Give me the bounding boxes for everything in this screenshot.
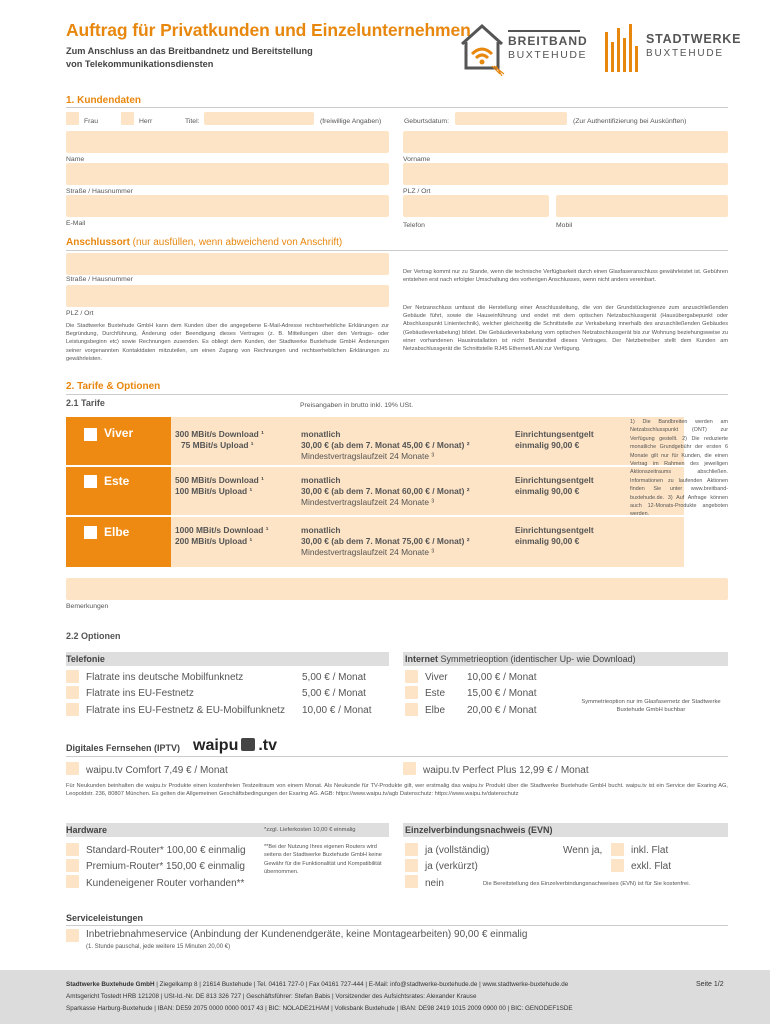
waipu-logo [193, 737, 277, 757]
tarif-einrichtung: Einrichtungsentgelt [515, 475, 594, 485]
tv-screen-icon [241, 738, 255, 751]
tarif-monatlich: monatlich [301, 429, 341, 439]
breitband-logo-text-1: BREITBAND [508, 34, 588, 48]
divider [66, 107, 728, 108]
footer-company: Stadtwerke Buxtehude GmbH [66, 981, 155, 988]
label-email: E-Mail [66, 220, 86, 227]
breitband-logo [458, 20, 588, 80]
waipu-logo-text: waipu [193, 737, 239, 754]
internet-title-rest: Symmetrieoption (identischer Up- wie Download) [438, 654, 636, 664]
tarif-row-este[interactable] [66, 467, 171, 515]
stadtwerke-logo-text-2: BUXTEHUDE [646, 48, 724, 59]
evn-inkl-flat: inkl. Flat [631, 845, 669, 856]
checkbox-waipu-comfort[interactable] [66, 762, 79, 775]
section-kundendaten-heading: 1. Kundendaten [66, 95, 142, 106]
tarif-name-label: Este [104, 474, 130, 488]
tarif-name-label: Elbe [104, 525, 130, 539]
tarif-row-elbe[interactable] [66, 517, 171, 567]
label-anschluss-plz: PLZ / Ort [66, 310, 94, 317]
page-title: Auftrag für Privatkunden und Einzelunternehmen [66, 20, 471, 40]
vertrag-notice-text: Der Vertrag kommt nur zu Stande, wenn die technische Verfügbarkeit durch einen Glasfaseranschluss gewährleistet ist. Gebühren entstehen erst nach erfolgter Umschaltung des vorherigen Anschlusses, wenn nicht anders vereinbart. [403, 269, 728, 284]
internet-title-bold: Internet [405, 654, 439, 664]
evn-exkl-flat: exkl. Flat [631, 861, 672, 872]
bemerkungen-field[interactable] [66, 578, 728, 600]
tarif-details-este [171, 467, 684, 515]
telefonie-box [66, 652, 389, 722]
footer-line-1 [66, 981, 568, 988]
stadtwerke-logo [604, 24, 742, 76]
divider [66, 756, 728, 757]
geburtsdatum-field[interactable] [455, 112, 567, 125]
hardware-option-label: Premium-Router* 150,00 € einmalig [86, 861, 245, 872]
geburtsdatum-hint: (Zur Authentifizierung bei Auskünften) [573, 118, 687, 125]
stadtwerke-logo-text-1: STADTWERKE [646, 32, 742, 46]
breitband-logo-text-2: BUXTEHUDE [508, 49, 588, 61]
internet-option-price: 15,00 € / Monat [467, 688, 537, 699]
service-option-label: Inbetriebnahmeservice (Anbindung der Kundenendgeräte, keine Montagearbeiten) 90,00 € einmalig [86, 929, 528, 940]
tarif-download: 500 MBit/s Download ¹ [175, 475, 264, 485]
hardware-box [66, 823, 389, 899]
checkbox-frau[interactable] [66, 112, 79, 125]
checkbox-flat-mobil[interactable] [66, 670, 79, 683]
tarif-upload: 75 MBit/s Upload ¹ [181, 440, 254, 450]
anschlussort-heading-bold: Anschlussort [66, 237, 130, 248]
tarif-download: 1000 MBit/s Download ¹ [175, 525, 269, 535]
telefon-field[interactable] [403, 195, 549, 217]
checkbox-inbetriebnahme[interactable] [66, 929, 79, 942]
checkbox-evn-nein[interactable] [405, 875, 418, 888]
waipu-perfect-label: waipu.tv Perfect Plus 12,99 € / Monat [423, 765, 589, 776]
label-vorname: Vorname [403, 156, 431, 163]
internet-option-label: Elbe [425, 705, 446, 716]
strasse-field[interactable] [66, 163, 389, 185]
tarif-preis: 30,00 € (ab dem 7. Monat 75,00 € / Monat) ² [301, 536, 470, 546]
anschluss-strasse-field[interactable] [66, 253, 389, 275]
footer-line-3: Sparkasse Harburg-Buxtehude | IBAN: DE59 2075 0000 0000 0017 43 | BIC: NOLADE21HAM | Volksbank Buxtehude | IBAN: DE98 2419 1015 2009 0900 00 | BIC: GENODEF1SDE [66, 1005, 573, 1012]
checkbox-herr[interactable] [121, 112, 134, 125]
checkbox-viver[interactable] [84, 428, 97, 441]
stadtwerke-bars-icon [604, 24, 642, 72]
checkbox-elbe[interactable] [84, 526, 97, 539]
divider [66, 250, 728, 251]
tarif-laufzeit: Mindestvertragslaufzeit 24 Monate ³ [301, 547, 435, 557]
tarif-monatlich: monatlich [301, 525, 341, 535]
waipu-info-text: Für Neukunden beinhalten die waipu.tv Produkte einen kostenfreien Testzeitraum von einem Monat. Als Neukunde für TV-Produkte gilt, wer erstmalig das waipu.tv Produkt über die Stadtwerke Buxtehude GmbH bucht. waipu.tv ist ein Service der Exaring AG, Leopoldstr. 236, 80807 München. Es gelten die Allgemeinen Geschäftsbedingungen der Exaring AG. AGB: https://www.waipu.tv/agb Datenschutz: https://www.waipu.tv/datenschutz [66, 783, 728, 798]
email-field[interactable] [66, 195, 389, 217]
checkbox-premium-router[interactable] [66, 859, 79, 872]
label-geburtsdatum: Geburtsdatum: [404, 118, 449, 125]
checkbox-este[interactable] [84, 475, 97, 488]
checkbox-flat-eu-festnetz[interactable] [66, 686, 79, 699]
tarif-laufzeit: Mindestvertragslaufzeit 24 Monate ³ [301, 451, 435, 461]
symmetrie-note: Symmetrieoption nur im Glasfasernetz der Stadtwerke Buxtehude GmbH buchbar [581, 699, 721, 713]
hardware-option-label: Standard-Router* 100,00 € einmalig [86, 845, 246, 856]
tarif-einrichtung-preis: einmalig 90,00 € [515, 486, 580, 496]
evn-option-label: ja (vollständig) [425, 845, 490, 856]
tarif-laufzeit: Mindestvertragslaufzeit 24 Monate ³ [301, 497, 435, 507]
anschluss-plz-field[interactable] [66, 285, 389, 307]
checkbox-flat-eu-mobil[interactable] [66, 703, 79, 716]
tarif-monatlich: monatlich [301, 475, 341, 485]
label-herr: Herr [139, 118, 153, 125]
tarife-subheading: 2.1 Tarife [66, 398, 105, 408]
internet-option-price: 20,00 € / Monat [467, 705, 537, 716]
evn-option-label: nein [425, 878, 444, 889]
checkbox-waipu-perfect[interactable] [403, 762, 416, 775]
evn-option-label: ja (verkürzt) [425, 861, 478, 872]
evn-note: Die Bereitstellung des Einzelverbindungsnachweises (EVN) ist für Sie kostenfrei. [483, 881, 691, 887]
label-mobil: Mobil [556, 222, 573, 229]
footer-address: | Ziegelkamp 8 | 21614 Buxtehude | Tel. 04161 727-0 | Fax 04161 727-444 | E-Mail: info@stadtwerke-buxtehude.de | www.stadtwerke-buxtehude.de [154, 981, 569, 988]
tarif-einrichtung-preis: einmalig 90,00 € [515, 536, 580, 546]
telefonie-option-label: Flatrate ins EU-Festnetz & EU-Mobilfunknetz [86, 705, 285, 716]
footer [0, 970, 770, 1024]
tarif-row-viver[interactable] [66, 417, 171, 465]
waipu-comfort-label: waipu.tv Comfort 7,49 € / Monat [86, 765, 228, 776]
titel-hint: (freiwillige Angaben) [320, 118, 382, 125]
checkbox-evn-vollstaendig[interactable] [405, 843, 418, 856]
telefonie-option-label: Flatrate ins EU-Festnetz [86, 688, 194, 699]
checkbox-evn-inkl-flat[interactable] [611, 843, 624, 856]
section-tarife-heading: 2. Tarife & Optionen [66, 381, 161, 392]
label-bemerkungen: Bemerkungen [66, 603, 109, 610]
page-subtitle-2: von Telekommunikationsdiensten [66, 59, 214, 69]
checkbox-standard-router[interactable] [66, 843, 79, 856]
plz-ort-field[interactable] [403, 163, 728, 185]
divider [66, 394, 728, 395]
label-frau: Frau [84, 118, 98, 125]
mobil-field[interactable] [556, 195, 728, 217]
page-subtitle-1: Zum Anschluss an das Breitbandnetz und Bereitstellung [66, 46, 313, 56]
checkbox-evn-exkl-flat[interactable] [611, 859, 624, 872]
internet-option-label: Este [425, 688, 446, 699]
tarif-footnotes: 1) Die Bandbreiten werden am Netzabschlusspunkt (ONT) zur Verfügung gestellt. 2) Die reduzierte monatliche Grundgebühr der ersten 6 Monate gilt nur für Kunden, die einen Vertrag im Rahmen des jeweiligen Aktionszeitraums abschließen. Informationen zu laufenden Aktionen finden Sie unter www.breitband-buxtehude.de. 3) Auf Anfrage können auch 12-Monats-Produkte angeboten werden. [630, 419, 728, 518]
label-telefon: Telefon [403, 222, 425, 229]
divider [66, 925, 728, 926]
tv-title: Digitales Fernsehen (IPTV) [66, 743, 181, 753]
checkbox-evn-verkuerzt[interactable] [405, 859, 418, 872]
evn-title: Einzelverbindungsnachweis (EVN) [405, 825, 553, 835]
evn-box [403, 823, 728, 899]
label-titel: Titel: [185, 118, 200, 125]
email-notice-text: Die Stadtwerke Buxtehude GmbH kann dem Kunden über die angegebene E-Mail-Adresse rechtserhebliche Erklärungen zur Begründung, Durchführung, Änderung oder Beendigung dieses Vertrages (z. B. Mitteilungen über den Vertrags- oder Leistungsbeginn etc) sowie Rechnungen zusenden. Es obliegt dem Kunden, der Stadtwerke Buxtehude GmbH Änderungen seiner vorgenannten Kontaktdaten mitzuteilen, um einen Zugang von Rechnungen und rechtserheblichen Erklärungen zu gewährleisten. [66, 323, 389, 362]
internet-option-label: Viver [425, 672, 448, 683]
hardware-note-1: *zzgl. Lieferkosten 10,00 € einmalig [264, 827, 356, 833]
tarif-details-viver [171, 417, 684, 465]
optionen-heading: 2.2 Optionen [66, 631, 121, 641]
tarif-upload: 100 MBit/s Upload ¹ [175, 486, 253, 496]
telefonie-option-price: 10,00 € / Monat [302, 705, 372, 716]
titel-field[interactable] [204, 112, 314, 125]
checkbox-symm-este[interactable] [405, 686, 418, 699]
telefonie-option-label: Flatrate ins deutsche Mobilfunknetz [86, 672, 244, 683]
internet-option-price: 10,00 € / Monat [467, 672, 537, 683]
label-strasse: Straße / Hausnummer [66, 188, 133, 195]
tarif-upload: 200 MBit/s Upload ¹ [175, 536, 253, 546]
checkbox-symm-viver[interactable] [405, 670, 418, 683]
section-anschlussort-heading [66, 237, 342, 248]
hardware-option-label: Kundeneigener Router vorhanden** [86, 878, 245, 889]
tarif-details-elbe [171, 517, 684, 567]
telefonie-option-price: 5,00 € / Monat [302, 672, 366, 683]
label-name: Name [66, 156, 85, 163]
house-wifi-icon [458, 20, 506, 76]
internet-box [403, 652, 728, 722]
tarif-einrichtung-preis: einmalig 90,00 € [515, 440, 580, 450]
netzanschluss-notice-text: Der Netzanschluss umfasst die Herstellung einer Anschlussleitung, die von der Grundstücksgrenze zum anzuschließenden Gebäude führt, sowie die Hauseinführung und endet mit dem optischen Netzabschlussgerät (Hausübergabepunkt oder Abschlusspunkt Linientechnik), welcher gleichzeitig die Schnittstelle zur Verkabelung innerhalb des anzuschließenden Gebäudes (Gebäudeverkabelung) bildet. Die Gebäudeverkabelung vom optischen Netzabschlussgerät bis zur Wohnung beziehungsweise zu einer vorhandenen Hausinstallation ist nicht Bestandteil dieses Vertrages. Der Netzbetreiber stellt dem Kunden am Netzabschlussgerät die Schnittstelle RJ45 Ethernet/LAN zur Verfügung. [403, 305, 728, 353]
internet-title [405, 654, 636, 664]
tarif-einrichtung: Einrichtungsentgelt [515, 525, 594, 535]
service-title: Serviceleistungen [66, 913, 144, 923]
preis-hint: Preisangaben in brutto inkl. 19% USt. [300, 402, 413, 409]
tarif-preis: 30,00 € (ab dem 7. Monat 45,00 € / Monat) ² [301, 440, 470, 450]
tarif-name-label: Viver [104, 426, 134, 440]
page-number: Seite 1/2 [696, 981, 724, 988]
tarif-download: 300 MBit/s Download ¹ [175, 429, 264, 439]
waipu-logo-tld: .tv [258, 737, 278, 754]
service-note: (1. Stunde pauschal, jede weitere 15 Minuten 20,00 €) [86, 944, 231, 950]
telefonie-option-price: 5,00 € / Monat [302, 688, 366, 699]
tarif-einrichtung: Einrichtungsentgelt [515, 429, 594, 439]
evn-wenn-ja: Wenn ja, [563, 845, 603, 856]
hardware-title: Hardware [66, 825, 108, 835]
checkbox-symm-elbe[interactable] [405, 703, 418, 716]
telefonie-title: Telefonie [66, 654, 105, 664]
checkbox-eigener-router[interactable] [66, 875, 79, 888]
label-plz-ort: PLZ / Ort [403, 188, 431, 195]
tarif-table [66, 417, 684, 567]
name-field[interactable] [66, 131, 389, 153]
footer-line-2: Amtsgericht Tostedt HRB 121208 | USt-Id.-Nr. DE 813 326 727 | Geschäftsführer: Stefan Babis | Vorsitzender des Aufsichtsrates: Alexander Krause [66, 993, 477, 1000]
tarif-preis: 30,00 € (ab dem 7. Monat 60,00 € / Monat) ² [301, 486, 470, 496]
vorname-field[interactable] [403, 131, 728, 153]
hardware-note-2: **Bei der Nutzung Ihres eigenen Routers wird seitens der Stadtwerke Buxtehude GmbH keine Gewähr für die Funktionalität und Kompatibilität übernommen. [264, 844, 382, 876]
anschlussort-heading-rest: (nur ausfüllen, wenn abweichend von Anschrift) [129, 237, 343, 248]
label-anschluss-strasse: Straße / Hausnummer [66, 276, 133, 283]
